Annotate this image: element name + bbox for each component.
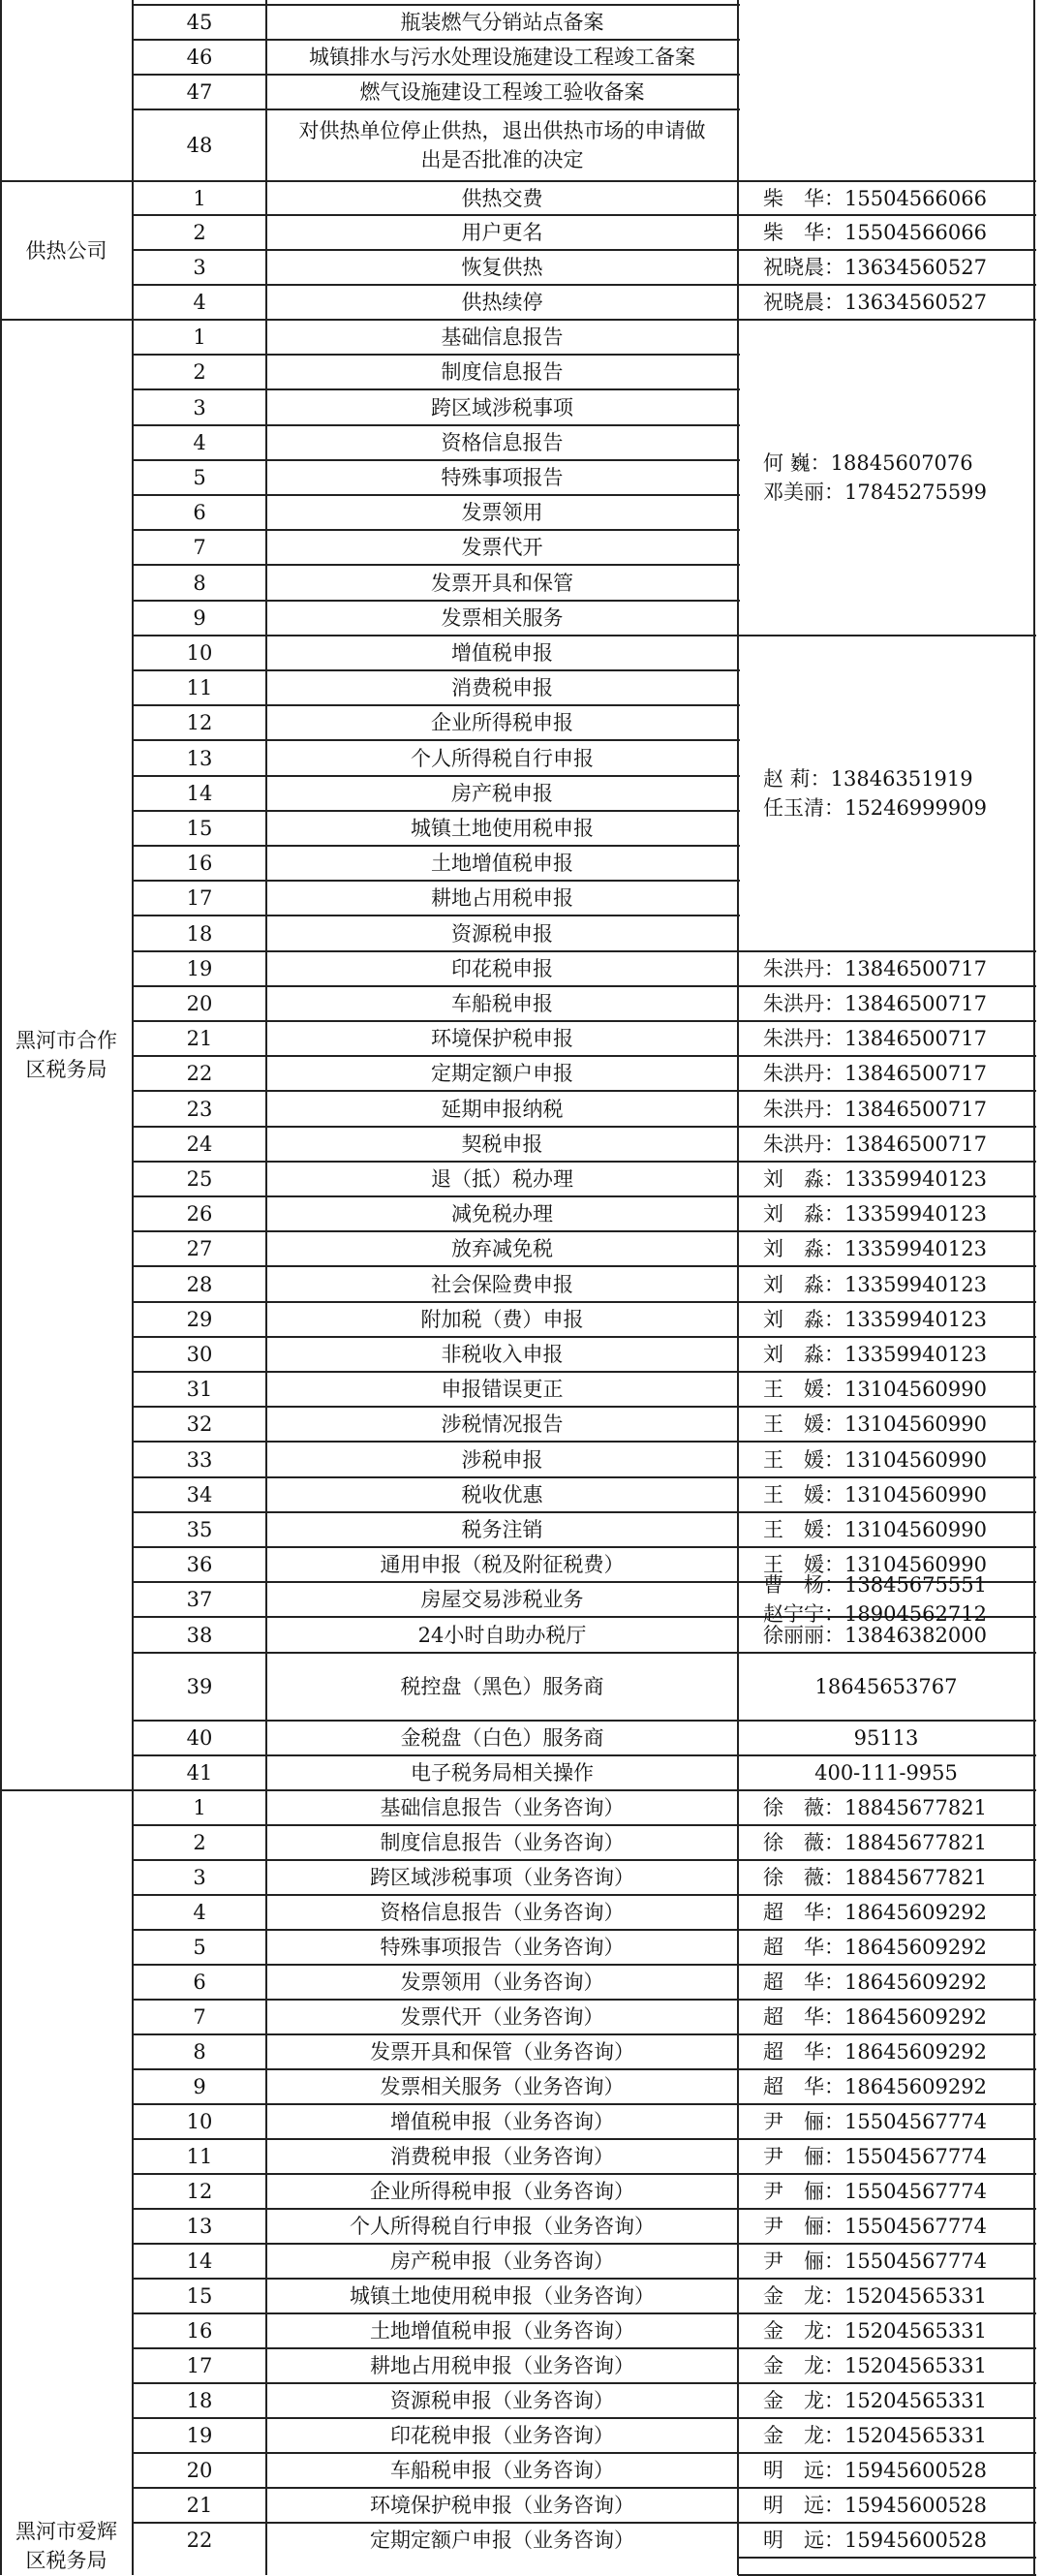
department-name — [0, 320, 133, 1790]
service-item: 资格信息报告 — [441, 431, 564, 454]
row-divider — [133, 39, 740, 41]
row-number: 2 — [193, 360, 206, 384]
row-divider — [133, 424, 740, 426]
row-number: 5 — [193, 466, 206, 489]
department-name-line: 区税务局 — [25, 1058, 107, 1081]
row-number: 23 — [186, 1097, 213, 1121]
service-item: 城镇排水与污水处理设施建设工程竣工备案 — [309, 46, 695, 69]
contact-info: 金 龙：15204565331 — [763, 2354, 987, 2377]
service-item: 房产税申报 — [451, 782, 553, 805]
contact-info: 超 华：18645609292 — [763, 2040, 987, 2064]
row-number: 16 — [186, 852, 213, 875]
row-number: 16 — [186, 2319, 213, 2343]
contact-info: 尹 俪：15504567774 — [763, 2250, 987, 2273]
row-divider — [133, 1929, 740, 1931]
service-item: 定期定额户申报（业务咨询） — [370, 2529, 634, 2552]
row-divider — [133, 1581, 740, 1583]
department-name-line: 区税务局 — [25, 2549, 107, 2572]
service-item: 供热交费 — [461, 186, 543, 210]
row-divider — [133, 845, 740, 847]
row-number: 47 — [186, 80, 213, 104]
contact-info: 朱洪丹：13846500717 — [763, 1062, 987, 1085]
service-item: 增值税申报（业务咨询） — [390, 2110, 614, 2133]
service-item: 个人所得税自行申报（业务咨询） — [350, 2215, 655, 2238]
row-number: 8 — [193, 2040, 206, 2064]
contact-info: 王 媛：13104560990 — [763, 1412, 987, 1436]
contact-info: 金 龙：15204565331 — [763, 2424, 987, 2447]
row-divider — [133, 1754, 740, 1756]
row-number: 17 — [186, 2354, 213, 2377]
contact-info: 王 媛：13104560990 — [763, 1447, 987, 1472]
row-divider — [133, 2068, 740, 2070]
service-item: 24小时自助办税厅 — [417, 1623, 587, 1647]
row-number: 14 — [186, 782, 213, 805]
contact-line: 邓美丽：17845275599 — [763, 481, 987, 504]
service-item: 资源税申报（业务咨询） — [390, 2389, 614, 2412]
contact-info: 金 龙：15204565331 — [763, 2284, 987, 2308]
service-item: 金税盘（白色）服务商 — [400, 1726, 604, 1750]
row-number: 3 — [193, 1866, 206, 1889]
row-number: 4 — [193, 1901, 206, 1924]
service-item: 个人所得税自行申报 — [411, 746, 594, 770]
service-item: 特殊事项报告 — [441, 466, 564, 489]
row-divider — [133, 180, 740, 182]
service-item: 定期定额户申报 — [431, 1062, 573, 1085]
row-number: 11 — [186, 2145, 213, 2168]
service-item: 企业所得税申报（业务咨询） — [370, 2180, 634, 2203]
service-item: 社会保险费申报 — [431, 1272, 573, 1296]
row-number: 18 — [186, 2389, 213, 2412]
service-item: 发票相关服务（业务咨询） — [380, 2075, 625, 2098]
row-divider — [133, 1265, 740, 1267]
service-item: 土地增值税申报 — [431, 852, 573, 875]
row-number: 20 — [186, 992, 213, 1015]
row-number: 33 — [186, 1447, 213, 1472]
row-number: 31 — [186, 1378, 213, 1401]
row-divider — [133, 1126, 740, 1128]
contact-info: 明 远：15945600528 — [763, 2529, 987, 2552]
contact-info: 王 媛：13104560990 — [763, 1553, 987, 1576]
contact-info: 刘 淼：13359940123 — [763, 1308, 987, 1331]
row-number: 32 — [186, 1412, 213, 1436]
row-divider — [133, 669, 740, 671]
service-item: 耕地占用税申报 — [431, 886, 573, 910]
row-divider — [133, 2138, 740, 2140]
row-divider — [133, 810, 740, 812]
row-number: 12 — [186, 2180, 213, 2203]
service-item: 跨区域涉税事项（业务咨询） — [370, 1866, 634, 1889]
contact-info: 明 远：15945600528 — [763, 2459, 987, 2482]
row-divider — [133, 1090, 740, 1092]
row-divider — [133, 985, 740, 987]
contact-info: 徐丽丽：13846382000 — [763, 1623, 987, 1647]
service-item: 税收优惠 — [461, 1483, 543, 1506]
row-number: 27 — [186, 1237, 213, 1260]
row-divider — [133, 1824, 740, 1826]
service-item: 发票相关服务 — [441, 606, 564, 630]
contact-info: 朱洪丹：13846500717 — [763, 1133, 987, 1156]
service-item: 车船税申报（业务咨询） — [390, 2459, 614, 2482]
contact-info: 徐 薇：18845677821 — [763, 1796, 987, 1819]
service-item: 税控盘（黑色）服务商 — [400, 1675, 604, 1698]
service-item: 涉税情况报告 — [441, 1412, 564, 1436]
row-divider — [133, 1230, 740, 1232]
service-item: 延期申报纳税 — [441, 1097, 564, 1121]
department-name-line: 黑河市合作 — [15, 1029, 117, 1052]
row-divider — [133, 2347, 740, 2349]
row-number: 4 — [193, 431, 206, 454]
row-divider — [133, 2278, 740, 2280]
row-number: 21 — [186, 1027, 213, 1050]
service-item: 减免税办理 — [451, 1202, 553, 1226]
row-number: 4 — [193, 291, 206, 314]
row-number: 13 — [186, 2215, 213, 2238]
service-item: 车船税申报 — [451, 992, 553, 1015]
row-divider — [133, 1195, 740, 1197]
row-divider — [133, 459, 740, 461]
contact-info: 尹 俪：15504567774 — [763, 2215, 987, 2238]
service-item: 印花税申报 — [451, 957, 553, 980]
row-divider — [133, 2382, 740, 2384]
row-number: 21 — [186, 2494, 213, 2517]
contact-line: 曹 杨：13845675551 — [763, 1573, 987, 1597]
contact-info: 尹 俪：15504567774 — [763, 2145, 987, 2168]
service-item: 基础信息报告（业务咨询） — [380, 1796, 625, 1819]
row-divider — [133, 739, 740, 741]
service-item: 发票领用（业务咨询） — [400, 1971, 604, 1994]
row-divider — [133, 635, 740, 636]
row-number: 13 — [186, 746, 213, 770]
service-item: 房屋交易涉税业务 — [420, 1588, 584, 1611]
row-number: 24 — [186, 1133, 213, 1156]
row-number: 15 — [186, 817, 213, 840]
contact-info: 超 华：18645609292 — [763, 2005, 987, 2029]
row-divider — [133, 1894, 740, 1896]
row-number: 9 — [193, 2075, 206, 2098]
row-number: 17 — [186, 886, 213, 910]
row-number: 14 — [186, 2250, 213, 2273]
row-divider — [133, 2033, 740, 2035]
row-divider — [133, 1789, 740, 1791]
contact-info: 祝晓晨：13634560527 — [763, 291, 987, 314]
row-divider — [133, 214, 740, 216]
row-number: 22 — [186, 2529, 213, 2552]
row-divider — [133, 2312, 740, 2314]
contact-info: 柴 华：15504566066 — [763, 186, 987, 210]
row-number: 7 — [193, 2005, 206, 2029]
row-divider — [133, 319, 740, 321]
row-number: 11 — [186, 676, 213, 699]
row-number: 29 — [186, 1308, 213, 1331]
row-number: 2 — [193, 221, 206, 244]
row-divider — [133, 249, 740, 251]
row-divider — [133, 950, 740, 952]
row-number: 10 — [186, 2110, 213, 2133]
row-divider — [133, 1336, 740, 1338]
row-number: 20 — [186, 2459, 213, 2482]
row-number: 5 — [193, 1936, 206, 1959]
row-number: 38 — [186, 1623, 213, 1647]
contact-info: 金 龙：15204565331 — [763, 2319, 987, 2343]
row-number: 34 — [186, 1483, 213, 1506]
row-number: 39 — [186, 1675, 213, 1698]
row-divider — [133, 4, 740, 6]
service-item: 瓶装燃气分销站点备案 — [400, 11, 604, 34]
row-number: 6 — [193, 1971, 206, 1994]
service-item: 跨区域涉税事项 — [431, 395, 573, 419]
row-number: 19 — [186, 2424, 213, 2447]
row-number: 15 — [186, 2284, 213, 2308]
service-item: 耕地占用税申报（业务咨询） — [370, 2354, 634, 2377]
row-divider — [133, 2103, 740, 2105]
row-number: 28 — [186, 1272, 213, 1296]
row-number: 3 — [193, 395, 206, 419]
contact-info: 刘 淼：13359940123 — [763, 1343, 987, 1366]
contact-info: 明 远：15945600528 — [763, 2494, 987, 2517]
service-item: 制度信息报告（业务咨询） — [380, 1831, 625, 1854]
contact-info: 超 华：18645609292 — [763, 1936, 987, 1959]
service-item: 发票开具和保管（业务咨询） — [370, 2040, 634, 2064]
row-number: 10 — [186, 641, 213, 665]
contact-info: 徐 薇：18845677821 — [763, 1831, 987, 1854]
row-number: 46 — [186, 46, 213, 69]
contact-info: 王 媛：13104560990 — [763, 1378, 987, 1401]
contact-info: 400-111-9955 — [814, 1761, 958, 1785]
contact-line: 赵 莉：13846351919 — [763, 767, 973, 791]
contact-info: 18645653767 — [814, 1675, 958, 1698]
contact-info: 金 龙：15204565331 — [763, 2389, 987, 2412]
service-item: 附加税（费）申报 — [420, 1308, 584, 1331]
row-divider — [133, 1999, 740, 2001]
row-divider — [133, 494, 740, 496]
contact-info: 超 华：18645609292 — [763, 1901, 987, 1924]
contact-line: 任玉清：15246999909 — [763, 796, 987, 820]
contact-info: 超 华：18645609292 — [763, 2075, 987, 2098]
service-item: 放弃减免税 — [451, 1237, 553, 1260]
row-divider — [133, 600, 740, 602]
row-divider — [133, 1652, 740, 1654]
service-item: 供热续停 — [461, 291, 543, 314]
row-divider — [133, 2522, 740, 2524]
row-number: 36 — [186, 1553, 213, 1576]
row-divider — [133, 1406, 740, 1408]
contact-info: 王 媛：13104560990 — [763, 1483, 987, 1506]
row-divider — [133, 2208, 740, 2210]
row-number: 18 — [186, 921, 213, 946]
row-divider — [133, 1511, 740, 1513]
contact-info: 刘 淼：13359940123 — [763, 1202, 987, 1226]
row-divider — [133, 880, 740, 882]
row-divider — [133, 1546, 740, 1548]
row-number: 30 — [186, 1343, 213, 1366]
service-item: 发票代开 — [461, 536, 543, 559]
row-divider — [133, 1020, 740, 1022]
service-item: 发票领用 — [461, 501, 543, 524]
row-divider — [133, 704, 740, 706]
service-item: 资源税申报 — [451, 921, 553, 946]
service-item: 城镇土地使用税申报 — [411, 817, 594, 840]
row-divider — [133, 1964, 740, 1966]
row-number: 2 — [193, 1831, 206, 1854]
service-item: 电子税务局相关操作 — [411, 1761, 594, 1785]
service-item: 发票开具和保管 — [431, 571, 573, 595]
row-number: 9 — [193, 606, 206, 630]
service-item: 契税申报 — [461, 1133, 543, 1156]
row-divider — [133, 2243, 740, 2245]
contact-info — [763, 636, 1034, 951]
row-number: 45 — [186, 11, 213, 34]
row-number: 7 — [193, 536, 206, 559]
row-divider — [133, 2417, 740, 2419]
service-item: 消费税申报 — [451, 676, 553, 699]
contact-info: 刘 淼：13359940123 — [763, 1237, 987, 1260]
service-item: 燃气设施建设工程竣工验收备案 — [359, 80, 645, 104]
contact-info: 尹 俪：15504567774 — [763, 2110, 987, 2133]
row-number: 25 — [186, 1167, 213, 1191]
row-divider — [133, 1161, 740, 1163]
service-item: 非税收入申报 — [441, 1343, 564, 1366]
row-number: 6 — [193, 501, 206, 524]
service-item: 特殊事项报告（业务咨询） — [380, 1936, 625, 1959]
contact-info: 95113 — [853, 1726, 919, 1750]
service-item-line: 出是否批准的决定 — [420, 148, 584, 171]
row-divider — [133, 775, 740, 777]
contact-info: 刘 淼：13359940123 — [763, 1167, 987, 1191]
row-number: 1 — [193, 1796, 206, 1819]
contact-info: 朱洪丹：13846500717 — [763, 992, 987, 1015]
row-divider — [133, 529, 740, 531]
service-item: 发票代开（业务咨询） — [400, 2005, 604, 2029]
row-number: 41 — [186, 1761, 213, 1785]
service-item: 通用申报（税及附征税费） — [380, 1553, 625, 1576]
row-number: 37 — [186, 1588, 213, 1611]
row-number: 19 — [186, 957, 213, 980]
row-divider — [133, 1441, 740, 1443]
row-divider — [133, 74, 740, 76]
row-number: 35 — [186, 1518, 213, 1541]
service-item: 申报错误更正 — [441, 1378, 564, 1401]
service-item: 环境保护税申报 — [431, 1027, 573, 1050]
service-item: 退（抵）税办理 — [431, 1167, 573, 1191]
row-number: 48 — [186, 134, 213, 157]
service-item: 城镇土地使用税申报（业务咨询） — [350, 2284, 655, 2308]
contact-info: 朱洪丹：13846500717 — [763, 1097, 987, 1121]
service-item: 企业所得税申报 — [431, 711, 573, 734]
row-divider — [133, 1301, 740, 1303]
service-item: 恢复供热 — [461, 256, 543, 279]
contact-info: 刘 淼：13359940123 — [763, 1272, 987, 1296]
service-item: 制度信息报告 — [441, 360, 564, 384]
contact-info — [763, 320, 1034, 636]
service-item: 环境保护税申报（业务咨询） — [370, 2494, 634, 2517]
service-item: 基础信息报告 — [441, 326, 564, 349]
contact-info — [763, 1573, 1034, 1626]
row-divider — [133, 388, 740, 390]
service-item: 税务注销 — [461, 1518, 543, 1541]
row-divider — [133, 2173, 740, 2175]
row-number: 3 — [193, 256, 206, 279]
service-item: 消费税申报（业务咨询） — [390, 2145, 614, 2168]
department-name: 供热公司 — [25, 238, 107, 263]
contact-line: 何 巍：18845607076 — [763, 451, 973, 475]
contact-info: 尹 俪：15504567774 — [763, 2180, 987, 2203]
row-divider — [133, 109, 740, 110]
row-divider — [133, 1720, 740, 1722]
service-item: 房产税申报（业务咨询） — [390, 2250, 614, 2273]
row-divider — [133, 564, 740, 566]
service-item: 用户更名 — [461, 221, 543, 244]
row-number: 12 — [186, 711, 213, 734]
service-item: 印花税申报（业务咨询） — [390, 2424, 614, 2447]
department-name — [0, 1790, 133, 2575]
row-number: 26 — [186, 1202, 213, 1226]
contact-line: 赵宁宁：18904562712 — [763, 1602, 987, 1626]
row-divider — [133, 1055, 740, 1057]
row-divider — [133, 1859, 740, 1861]
department-name-line: 黑河市爱辉 — [15, 2520, 117, 2543]
row-number: 1 — [193, 326, 206, 349]
row-number: 1 — [193, 186, 206, 210]
service-item — [266, 109, 738, 181]
row-divider — [133, 354, 740, 356]
service-item: 土地增值税申报（业务咨询） — [370, 2319, 634, 2343]
contact-info: 朱洪丹：13846500717 — [763, 957, 987, 980]
service-item: 增值税申报 — [451, 641, 553, 665]
row-divider — [133, 1371, 740, 1373]
row-divider — [133, 2452, 740, 2454]
row-divider — [133, 2487, 740, 2489]
row-number: 40 — [186, 1726, 213, 1750]
service-item-line: 对供热单位停止供热，退出供热市场的申请做 — [298, 119, 706, 142]
row-number: 8 — [193, 571, 206, 595]
row-divider — [133, 915, 740, 916]
row-divider — [133, 1476, 740, 1478]
contact-info: 柴 华：15504566066 — [763, 221, 987, 244]
row-divider — [133, 1616, 740, 1618]
row-number: 22 — [186, 1062, 213, 1085]
service-item: 资格信息报告（业务咨询） — [380, 1901, 625, 1924]
contact-info: 王 媛：13104560990 — [763, 1518, 987, 1541]
row-divider — [133, 284, 740, 286]
contact-info: 超 华：18645609292 — [763, 1971, 987, 1994]
contact-info: 朱洪丹：13846500717 — [763, 1027, 987, 1050]
service-item: 涉税申报 — [461, 1447, 543, 1472]
contact-info: 徐 薇：18845677821 — [763, 1866, 987, 1889]
contact-info: 祝晓晨：13634560527 — [763, 256, 987, 279]
